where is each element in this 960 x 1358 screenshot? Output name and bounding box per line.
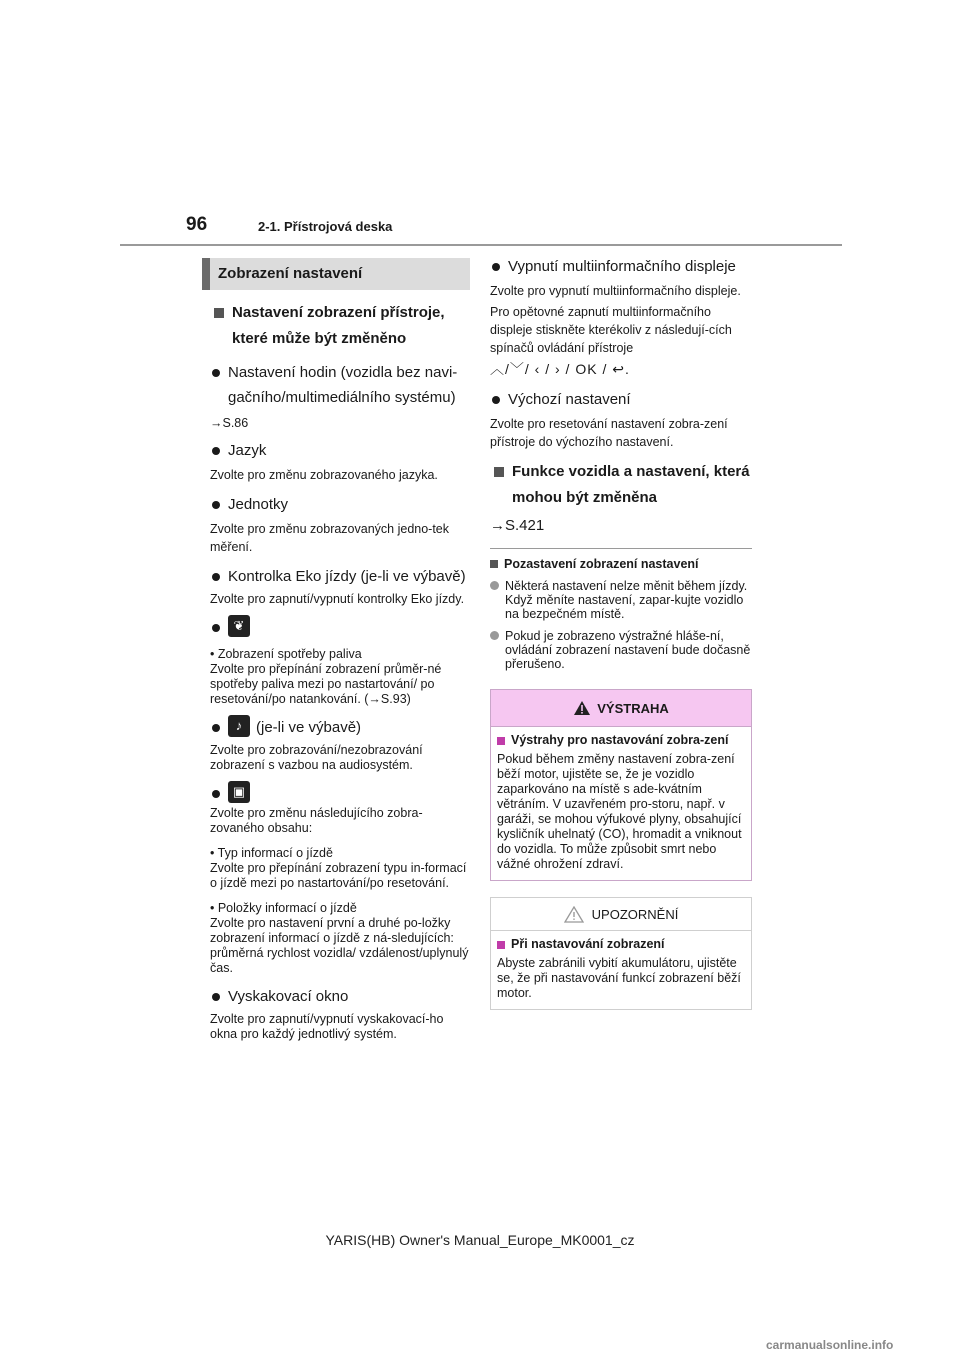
note-divider [490, 548, 752, 549]
bullet-icon [490, 581, 499, 590]
warning-triangle-icon [573, 700, 591, 716]
bullet-display-off: Vypnutí multiinformačního displeje [490, 254, 752, 279]
caution-triangle-icon [564, 906, 584, 923]
bullet-icon [212, 447, 220, 455]
header-rule [120, 244, 842, 246]
bullet-icon [212, 501, 220, 509]
bullet-eco: Kontrolka Eko jízdy (je-li ve výbavě) [210, 564, 470, 589]
left-column [210, 258, 470, 1042]
square-bullet-icon [490, 560, 498, 568]
trip-item-items: • Položky informací o jízdě Zvolte pro nastavení první a druhé po-ložky zobrazení informací o jízdě z ná-sledujících: průměrná rychlost vozidla/ vzdálenost/uplynulý čas. [210, 901, 469, 975]
trip-info-icon: ▣ [228, 781, 250, 803]
popup-text: Zvolte pro zapnutí/vypnutí vyskakovací-ho okna pro každý jednotlivý systém. [210, 1012, 444, 1041]
units-text: Zvolte pro změnu zobrazovaných jedno-tek měření. [210, 522, 450, 554]
square-bullet-icon [497, 941, 505, 949]
display-off-text2: Pro opětovné zapnutí multiinformačního displeje stiskněte kterékoliv z následují-cích spínačů ovládání přístroje [490, 305, 732, 355]
right-column [490, 258, 752, 1010]
bullet-units: Jednotky [210, 492, 470, 517]
eco-text: Zvolte pro zapnutí/vypnutí kontrolky Eko jízdy. [210, 592, 465, 606]
bullet-default: Výchozí nastavení [490, 387, 752, 412]
bullet-icon [212, 369, 220, 377]
default-text: Zvolte pro resetování nastavení zobra-zení přístroje do výchozího nastavení. [490, 417, 728, 449]
bullet-language: Jazyk [210, 438, 470, 463]
section-title: Zobrazení nastavení [202, 258, 470, 290]
trip-item-type: • Typ informací o jízdě Zvolte pro přepínání zobrazení typu in-formací o jízdě mezi po nastartování/po resetování. [210, 846, 467, 890]
note-item-2: Pokud je zobrazeno výstražné hláše-ní, ovládání zobrazení nastavení bude dočasně přerušeno. [490, 629, 752, 671]
bullet-icon [212, 790, 220, 798]
caution-text: Abyste zabránili vybití akumulátoru, ujistěte se, že při nastavování funkcí zobrazení běží motor. [497, 956, 741, 1000]
bullet-icon [212, 724, 220, 732]
bullet-icon [212, 573, 220, 581]
heading-display-settings: Nastavení zobrazení přístroje, které může být změněno [210, 300, 470, 352]
page-number: 96 [186, 214, 208, 235]
bullet-leaf [210, 615, 470, 637]
bullet-clock: Nastavení hodin (vozidla bez navi-gačního/multimediálního systému) [210, 360, 470, 410]
warning-box [490, 689, 752, 881]
watermark: carmanualsonline.info [766, 1338, 894, 1352]
trip-text: Zvolte pro změnu následujícího zobra-zovaného obsahu: [210, 806, 423, 835]
caution-box [490, 897, 752, 1010]
display-off-text1: Zvolte pro vypnutí multiinformačního displeje. [490, 284, 741, 298]
bullet-audio: ♪ (je-li ve výbavě) [210, 715, 470, 740]
vehicle-functions-ref: →S.421 [490, 517, 545, 534]
bullet-trip [210, 781, 470, 803]
square-bullet-icon [214, 308, 224, 318]
bullet-icon [492, 396, 500, 404]
section-header: 2-1. Přístrojová deska [258, 219, 393, 234]
footer: YARIS(HB) Owner's Manual_Europe_MK0001_cz [325, 1232, 635, 1248]
note-item-1: Některá nastavení nelze měnit během jízdy. Když měníte nastavení, zapar-kujte vozidlo na bezpečném místě. [490, 579, 752, 621]
switch-icons: ︿/﹀/ ‹ / › / OK / ↩. [490, 361, 630, 377]
music-note-icon: ♪ [228, 715, 250, 737]
fuel-item: • Zobrazení spotřeby paliva Zvolte pro přepínání zobrazení průměr-né spotřeby paliva mezi po nastartování/ po resetování/po natankování. (→S.93) [210, 647, 442, 706]
warning-body [491, 727, 751, 880]
bullet-icon [492, 263, 500, 271]
caution-subheading: Při nastavování zobrazení [497, 937, 745, 952]
audio-text: Zvolte pro zobrazování/nezobrazování zobrazení s vazbou na audiosystém. [210, 743, 423, 772]
note-heading: Pozastavení zobrazení nastavení [490, 557, 752, 571]
heading-vehicle-functions: Funkce vozidla a nastavení, která mohou být změněna [490, 459, 752, 511]
warning-subheading: Výstrahy pro nastavování zobra-zení [497, 733, 745, 748]
square-bullet-icon [497, 737, 505, 745]
leaf-icon: ❦ [228, 615, 250, 637]
square-bullet-icon [494, 467, 504, 477]
bullet-icon [212, 993, 220, 1001]
caution-header: UPOZORNĚNÍ [491, 898, 751, 931]
bullet-icon [490, 631, 499, 640]
warning-text: Pokud během změny nastavení zobra-zení běží motor, ujistěte se, že je vozidlo zaparkováno na místě s ade-kvátním větráním. V uzavřeném pro-storu, např. v garáži, se mohou výfukové plyny, obsahující kysličník uhelnatý (CO), hromadit a vniknout do vozidla. To může způsobit smrt nebo vážné ohrožení zdraví. [497, 752, 742, 871]
clock-ref: →S.86 [210, 416, 249, 430]
bullet-popup: Vyskakovací okno [210, 984, 470, 1009]
language-text: Zvolte pro změnu zobrazovaného jazyka. [210, 468, 438, 482]
bullet-icon [212, 624, 220, 632]
warning-header: VÝSTRAHA [491, 690, 751, 727]
caution-body [491, 931, 751, 1009]
